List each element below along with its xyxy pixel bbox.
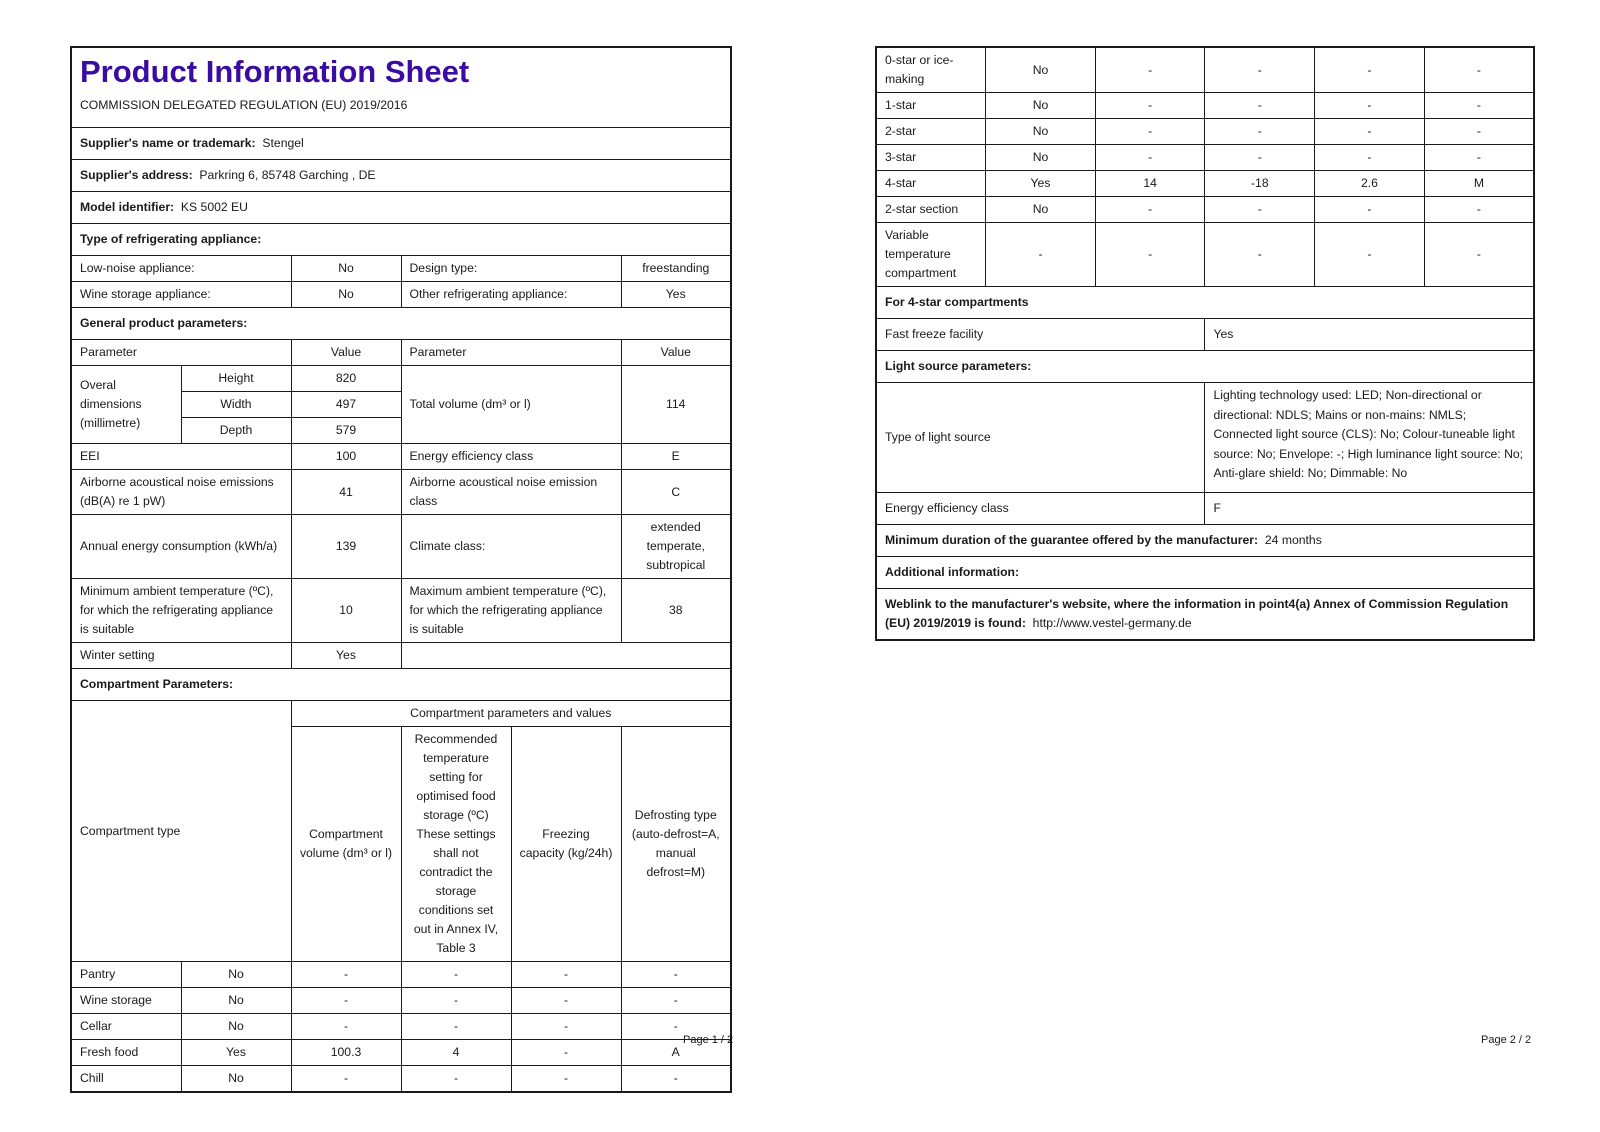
noise-class-label: Airborne acoustical noise emission class xyxy=(401,470,621,515)
page-number-1: Page 1 / 2 xyxy=(683,1034,734,1046)
comp-name: 2-star xyxy=(876,119,986,145)
table-row xyxy=(71,962,731,988)
supplier-address: Parkring 6, 85748 Garching , DE xyxy=(199,168,376,182)
comp-volume: - xyxy=(291,988,401,1014)
width-label: Width xyxy=(181,392,291,418)
wine-storage-value: No xyxy=(291,282,401,308)
height-value: 820 xyxy=(291,366,401,392)
comp-defrost: - xyxy=(1424,93,1534,119)
guarantee-label: Minimum duration of the guarantee offered by the manufacturer: xyxy=(885,532,1259,547)
comp-freeze: - xyxy=(511,988,621,1014)
comp-freeze: - xyxy=(511,1014,621,1040)
comp-present: No xyxy=(181,1014,291,1040)
comp-name: Variable temperature compartment xyxy=(876,223,986,287)
table-row xyxy=(71,1066,731,1093)
comp-volume: - xyxy=(1095,197,1205,223)
design-type-value: freestanding xyxy=(621,256,731,282)
comp-present: No xyxy=(986,47,1096,93)
comp-name: 0-star or ice-making xyxy=(876,47,986,93)
other-appliance-value: Yes xyxy=(621,282,731,308)
comp-temp: - xyxy=(401,962,511,988)
comp-defrost: - xyxy=(1424,223,1534,287)
comp-temp: - xyxy=(401,1014,511,1040)
comp-volume: - xyxy=(1095,93,1205,119)
supplier-name-label: Supplier's name or trademark: xyxy=(80,136,256,150)
winter-value: Yes xyxy=(291,643,401,669)
energy-class-label: Energy efficiency class xyxy=(401,444,621,470)
empty-cell xyxy=(401,643,731,669)
model-identifier: KS 5002 EU xyxy=(180,200,248,214)
comp-defrost-label: Defrosting type (auto-defrost=A, manual defrost=M) xyxy=(621,727,731,962)
comp-temp-label: Recommended temperature setting for optimised food storage (ºC) These settings shall not contradict the storage conditions set out in Annex IV, Table 3 xyxy=(401,727,511,962)
comp-present: No xyxy=(986,119,1096,145)
comp-defrost: - xyxy=(621,962,731,988)
comp-temp: - xyxy=(1205,145,1315,171)
comp-defrost: A xyxy=(621,1040,731,1066)
light-type-value: Lighting technology used: LED; Non-directional or directional: NDLS; Mains or non-mains: NMLS; Connected light source (CLS): No; Colour-tuneable light source: No; Envelope: -; High luminance light source: No; Anti-glare shield: No; Dimmable: No xyxy=(1205,383,1534,493)
fast-freeze-value: Yes xyxy=(1205,319,1534,351)
comp-temp: - xyxy=(1205,47,1315,93)
comp-type-label: Compartment type xyxy=(71,701,291,962)
compartment-heading: Compartment Parameters: xyxy=(71,669,731,701)
model-row xyxy=(71,192,731,224)
table-row xyxy=(876,47,1534,93)
regulation-text: COMMISSION DELEGATED REGULATION (EU) 2019/2016 xyxy=(80,98,408,112)
comp-freeze: 2.6 xyxy=(1315,171,1425,197)
supplier-address-row xyxy=(71,160,731,192)
depth-label: Depth xyxy=(181,418,291,444)
light-type-label: Type of light source xyxy=(876,383,1205,493)
eei-label: EEI xyxy=(71,444,291,470)
eei-value: 100 xyxy=(291,444,401,470)
min-temp-value: 10 xyxy=(291,579,401,643)
noise-class-value: C xyxy=(621,470,731,515)
comp-volume: - xyxy=(1095,47,1205,93)
comp-freeze-label: Freezing capacity (kg/24h) xyxy=(511,727,621,962)
compartment-table-continued xyxy=(875,46,1535,641)
comp-present: No xyxy=(986,93,1096,119)
comp-name: 2-star section xyxy=(876,197,986,223)
page-title: Product Information Sheet xyxy=(80,54,470,89)
weblink-row xyxy=(876,588,1534,640)
comp-temp: - xyxy=(1205,223,1315,287)
light-heading: Light source parameters: xyxy=(876,351,1534,383)
page-2 xyxy=(875,46,1535,641)
comp-volume: - xyxy=(291,1014,401,1040)
comp-present: Yes xyxy=(986,171,1096,197)
comp-freeze: - xyxy=(1315,119,1425,145)
min-temp-label: Minimum ambient temperature (ºC), for which the refrigerating appliance is suitable xyxy=(71,579,291,643)
width-value: 497 xyxy=(291,392,401,418)
comp-volume: - xyxy=(1095,119,1205,145)
other-appliance-label: Other refrigerating appliance: xyxy=(401,282,621,308)
page-1 xyxy=(70,46,732,1093)
annual-energy-value: 139 xyxy=(291,515,401,579)
comp-present: No xyxy=(986,197,1096,223)
comp-volume: - xyxy=(1095,223,1205,287)
comp-freeze: - xyxy=(511,962,621,988)
low-noise-value: No xyxy=(291,256,401,282)
comp-volume: - xyxy=(1095,145,1205,171)
comp-defrost: - xyxy=(1424,119,1534,145)
comp-volume-label: Compartment volume (dm³ or l) xyxy=(291,727,401,962)
comp-present: No xyxy=(181,1066,291,1093)
light-class-value: F xyxy=(1205,492,1534,524)
noise-label: Airborne acoustical noise emissions (dB(A) re 1 pW) xyxy=(71,470,291,515)
comp-name: Cellar xyxy=(71,1014,181,1040)
winter-label: Winter setting xyxy=(71,643,291,669)
comp-present: Yes xyxy=(181,1040,291,1066)
comp-params-label: Compartment parameters and values xyxy=(291,701,731,727)
supplier-name: Stengel xyxy=(262,136,304,150)
total-volume-value: 114 xyxy=(621,366,731,444)
comp-name: Fresh food xyxy=(71,1040,181,1066)
table-row xyxy=(876,119,1534,145)
supplier-name-row xyxy=(71,128,731,160)
comp-freeze: - xyxy=(1315,145,1425,171)
comp-present: - xyxy=(986,223,1096,287)
comp-temp: - xyxy=(1205,197,1315,223)
comp-volume: - xyxy=(291,1066,401,1093)
comp-defrost: - xyxy=(621,1066,731,1093)
comp-temp: - xyxy=(401,1066,511,1093)
comp-freeze: - xyxy=(1315,197,1425,223)
comp-defrost: M xyxy=(1424,171,1534,197)
wine-storage-label: Wine storage appliance: xyxy=(71,282,291,308)
comp-defrost: - xyxy=(621,1014,731,1040)
comp-temp: - xyxy=(1205,93,1315,119)
max-temp-label: Maximum ambient temperature (ºC), for which the refrigerating appliance is suitable xyxy=(401,579,621,643)
comp-volume: 14 xyxy=(1095,171,1205,197)
comp-volume: - xyxy=(291,962,401,988)
col-parameter: Parameter xyxy=(71,340,291,366)
light-class-label: Energy efficiency class xyxy=(876,492,1205,524)
comp-temp: -18 xyxy=(1205,171,1315,197)
max-temp-value: 38 xyxy=(621,579,731,643)
product-info-table xyxy=(70,46,732,1093)
low-noise-label: Low-noise appliance: xyxy=(71,256,291,282)
height-label: Height xyxy=(181,366,291,392)
comp-freeze: - xyxy=(1315,47,1425,93)
comp-defrost: - xyxy=(1424,47,1534,93)
table-row xyxy=(71,1040,731,1066)
comp-name: Wine storage xyxy=(71,988,181,1014)
annual-energy-label: Annual energy consumption (kWh/a) xyxy=(71,515,291,579)
weblink-label: Weblink to the manufacturer's website, where the information in point4(a) Annex of Commission Regulation (EU) 2019/2019 is found: xyxy=(885,596,1509,630)
additional-heading: Additional information: xyxy=(876,556,1534,588)
col-value: Value xyxy=(621,340,731,366)
guarantee-value: 24 months xyxy=(1264,532,1322,547)
comp-name: Pantry xyxy=(71,962,181,988)
comp-name: 4-star xyxy=(876,171,986,197)
general-heading: General product parameters: xyxy=(71,308,731,340)
table-row xyxy=(876,197,1534,223)
comp-defrost: - xyxy=(1424,145,1534,171)
depth-value: 579 xyxy=(291,418,401,444)
comp-freeze: - xyxy=(511,1066,621,1093)
comp-volume: 100.3 xyxy=(291,1040,401,1066)
comp-defrost: - xyxy=(621,988,731,1014)
weblink-value[interactable]: http://www.vestel-germany.de xyxy=(1032,615,1192,630)
comp-temp: - xyxy=(1205,119,1315,145)
page-number-2: Page 2 / 2 xyxy=(1481,1034,1532,1046)
table-row xyxy=(876,171,1534,197)
table-row xyxy=(876,223,1534,287)
comp-present: No xyxy=(181,988,291,1014)
type-heading: Type of refrigerating appliance: xyxy=(71,224,731,256)
comp-name: 3-star xyxy=(876,145,986,171)
comp-temp: - xyxy=(401,988,511,1014)
noise-value: 41 xyxy=(291,470,401,515)
fast-freeze-label: Fast freeze facility xyxy=(876,319,1205,351)
comp-present: No xyxy=(181,962,291,988)
comp-temp: 4 xyxy=(401,1040,511,1066)
energy-class-value: E xyxy=(621,444,731,470)
table-row xyxy=(876,93,1534,119)
climate-label: Climate class: xyxy=(401,515,621,579)
dimensions-label: Overal dimensions (millimetre) xyxy=(71,366,181,444)
four-star-heading: For 4-star compartments xyxy=(876,287,1534,319)
col-parameter: Parameter xyxy=(401,340,621,366)
design-type-label: Design type: xyxy=(401,256,621,282)
guarantee-row xyxy=(876,524,1534,556)
climate-value: extended temperate, subtropical xyxy=(621,515,731,579)
supplier-address-label: Supplier's address: xyxy=(80,168,193,182)
comp-name: 1-star xyxy=(876,93,986,119)
comp-freeze: - xyxy=(1315,223,1425,287)
comp-present: No xyxy=(986,145,1096,171)
comp-freeze: - xyxy=(511,1040,621,1066)
comp-name: Chill xyxy=(71,1066,181,1093)
col-value: Value xyxy=(291,340,401,366)
model-label: Model identifier: xyxy=(80,200,175,214)
comp-freeze: - xyxy=(1315,93,1425,119)
comp-defrost: - xyxy=(1424,197,1534,223)
table-row xyxy=(71,1014,731,1040)
total-volume-label: Total volume (dm³ or l) xyxy=(401,366,621,444)
table-row xyxy=(71,988,731,1014)
table-row xyxy=(876,145,1534,171)
